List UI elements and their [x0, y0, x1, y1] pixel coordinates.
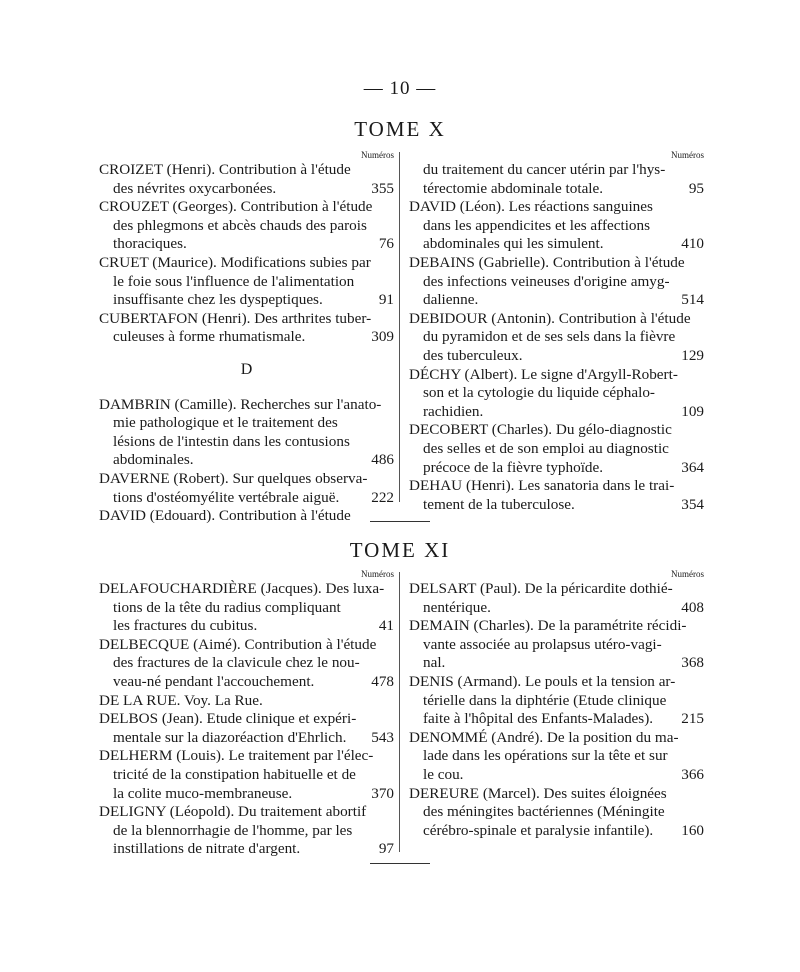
- index-entry: [99, 198, 394, 254]
- entry-number: 222: [371, 488, 394, 506]
- entry-text-line: DELSART (Paul). De la péricardite dothié-: [409, 580, 673, 597]
- entry-text-line: des infections veineuses d'origine amyg-: [423, 272, 670, 290]
- entry-text-line: DELHERM (Louis). Le traitement par l'élec-: [99, 747, 374, 765]
- entry-text-line: dans les appendicites et les affections: [423, 216, 651, 234]
- entry-text-line: dalienne.: [423, 291, 479, 309]
- entry-text-line: DE LA RUE. Voy. La Rue.: [99, 691, 263, 709]
- index-entry: [409, 617, 704, 673]
- entry-text-line: CROUZET (Georges). Contribution à l'étude: [99, 198, 373, 216]
- entry-text-line: DEREURE (Marcel). Des suites éloignées: [409, 784, 667, 802]
- entry-text-line: du traitement du cancer utérin par l'hys-: [423, 161, 666, 178]
- entry-number: 109: [681, 402, 704, 420]
- numeros-header: Numéros: [361, 150, 394, 160]
- letter-heading-d: D: [240, 360, 253, 378]
- entry-number: 543: [371, 728, 394, 746]
- entry-number: 76: [378, 235, 394, 253]
- index-entry: [409, 421, 704, 477]
- entry-number: 129: [681, 346, 704, 364]
- entry-text-line: rachidien.: [423, 402, 484, 420]
- entry-text-line: DAMBRIN (Camille). Recherches sur l'anato-: [99, 395, 382, 413]
- entry-number: 364: [681, 458, 704, 476]
- entry-text-line: CUBERTAFON (Henri). Des arthrites tuber-: [99, 309, 372, 327]
- entry-text-line: DENOMMÉ (André). De la position du ma-: [409, 728, 679, 746]
- entry-text-line: tement de la tuberculose.: [423, 495, 575, 513]
- entry-text-line: faite à l'hôpital des Enfants-Malades).: [423, 710, 654, 728]
- tome-x-right-column: [409, 150, 704, 514]
- index-entry: [99, 747, 394, 803]
- entry-text-line: veau-né pendant l'accouchement.: [113, 672, 315, 690]
- index-entry: [409, 477, 704, 514]
- entry-number: 368: [681, 654, 704, 672]
- entry-text-line: DEMAIN (Charles). De la paramétrite récidi-: [409, 617, 687, 635]
- entry-text-line: culeuses à forme rhumatismale.: [113, 328, 306, 346]
- column-divider: [399, 572, 400, 852]
- entry-text-line: abdominales qui les simulent.: [423, 235, 604, 253]
- entry-number: 478: [371, 672, 394, 690]
- entry-text-line: des névrites oxycarbonées.: [113, 179, 277, 197]
- entry-text-line: DELAFOUCHARDIÈRE (Jacques). Des luxa-: [99, 580, 385, 597]
- entry-text-line: DÉCHY (Albert). Le signe d'Argyll-Robert-: [409, 365, 678, 383]
- entry-number: 215: [681, 710, 704, 728]
- entry-text-line: DELBOS (Jean). Etude clinique et expéri-: [99, 710, 357, 728]
- index-entry: [409, 729, 704, 785]
- entry-number: 354: [681, 495, 704, 513]
- index-entry: [409, 198, 704, 254]
- entry-number: 410: [681, 235, 704, 253]
- entry-number: 41: [378, 617, 394, 635]
- tome-x-left-column: [99, 150, 394, 526]
- entry-number: 486: [371, 451, 394, 469]
- section-title-tome-xi: TOME XI: [349, 538, 451, 562]
- entry-text-line: son et la cytologie du liquide céphalo-: [423, 384, 655, 402]
- entry-text-line: des selles et de son emploi au diagnostic: [423, 439, 669, 457]
- index-entry: [409, 366, 704, 422]
- index-entry: [99, 580, 394, 636]
- column-divider: [399, 152, 400, 502]
- entry-text-line: CROIZET (Henri). Contribution à l'étude: [99, 161, 351, 178]
- entry-text-line: DAVERNE (Robert). Sur quelques observa-: [99, 469, 368, 487]
- entry-number: 160: [681, 821, 704, 839]
- entry-text-line: DAVID (Léon). Les réactions sanguines: [409, 198, 653, 216]
- index-entry: [99, 254, 394, 310]
- tome-xi-left-column: [99, 569, 394, 859]
- entry-text-line: des phlegmons et abcès chauds des parois: [113, 216, 367, 234]
- entry-text-line: nal.: [423, 654, 446, 672]
- entry-text-line: DEBIDOUR (Antonin). Contribution à l'étude: [409, 309, 691, 327]
- index-entry: [409, 254, 704, 310]
- entry-text-line: mie pathologique et le traitement des: [113, 414, 338, 432]
- entry-number: 408: [681, 598, 704, 616]
- entry-text-line: précoce de la fièvre typhoïde.: [423, 458, 604, 476]
- entry-number: 355: [371, 179, 394, 197]
- index-entry: [99, 507, 394, 526]
- entry-text-line: DELBECQUE (Aimé). Contribution à l'étude: [99, 635, 377, 653]
- index-entry: [99, 310, 394, 347]
- index-entry: [409, 673, 704, 729]
- section-title-tome-x: TOME X: [354, 117, 446, 141]
- index-entry: [99, 470, 394, 507]
- entry-text-line: térectomie abdominale totale.: [423, 179, 604, 197]
- entry-number: 91: [378, 291, 394, 309]
- entry-text-line: des méningites bactériennes (Méningite: [423, 803, 665, 821]
- entry-text-line: lésions de l'intestin dans les contusions: [113, 432, 350, 450]
- entry-text-line: le foie sous l'influence de l'alimentation: [113, 272, 355, 290]
- entry-text-line: tions de la tête du radius compliquant: [113, 598, 341, 616]
- index-entry: [99, 636, 394, 692]
- entry-text-line: tricité de la constipation habituelle et de: [113, 765, 356, 783]
- entry-text-line: DEHAU (Henri). Les sanatoria dans le trai-: [409, 477, 675, 495]
- index-entry: [409, 580, 704, 617]
- index-entry: [409, 785, 704, 841]
- entry-text-line: les fractures du cubitus.: [113, 617, 258, 635]
- index-entry: [99, 396, 394, 470]
- numeros-header: Numéros: [671, 150, 704, 160]
- entry-number: 95: [688, 179, 704, 197]
- entry-text-line: des fractures de la clavicule chez le nou-: [113, 654, 360, 672]
- entry-text-line: abdominales.: [113, 451, 194, 469]
- entry-number: 370: [371, 784, 394, 802]
- entry-text-line: DENIS (Armand). Le pouls et la tension ar-: [409, 672, 676, 690]
- index-entry: [99, 710, 394, 747]
- entry-text-line: DEBAINS (Gabrielle). Contribution à l'étude: [409, 253, 685, 271]
- entry-text-line: CRUET (Maurice). Modifications subies par: [99, 253, 371, 271]
- entry-text-line: DECOBERT (Charles). Du gélo-diagnostic: [409, 421, 672, 439]
- entry-number: 514: [681, 291, 704, 309]
- section-rule: [370, 521, 430, 522]
- entry-text-line: thoraciques.: [113, 235, 187, 253]
- entry-text-line: insuffisante chez les dyspeptiques.: [113, 291, 323, 309]
- entry-text-line: térielle dans la diphtérie (Etude clinique: [423, 691, 667, 709]
- entry-text-line: vante associée au prolapsus utéro-vagi-: [423, 635, 662, 653]
- entry-number: 366: [681, 765, 704, 783]
- entry-number: 97: [378, 840, 394, 858]
- entry-text-line: nentérique.: [423, 598, 491, 616]
- index-entry: [99, 692, 394, 711]
- entry-text-line: instillations de nitrate d'argent.: [113, 840, 301, 858]
- section-rule: [370, 863, 430, 864]
- entry-text-line: cérébro-spinale et paralysie infantile).: [423, 821, 654, 839]
- entry-text-line: DAVID (Edouard). Contribution à l'étude: [99, 507, 351, 525]
- page-number: — 10 —: [363, 78, 437, 99]
- numeros-header: Numéros: [361, 569, 394, 579]
- entry-text-line: mentale sur la diazoréaction d'Ehrlich.: [113, 728, 347, 746]
- index-entry: [409, 161, 704, 198]
- entry-text-line: tions d'ostéomyélite vertébrale aiguë.: [113, 488, 340, 506]
- entry-text-line: le cou.: [423, 765, 464, 783]
- tome-xi-right-column: [409, 569, 704, 840]
- index-entry: [409, 310, 704, 366]
- entry-text-line: lade dans les opérations sur la tête et sur: [423, 747, 668, 765]
- entry-text-line: DELIGNY (Léopold). Du traitement abortif: [99, 803, 367, 821]
- entry-text-line: de la blennorrhagie de l'homme, par les: [113, 821, 353, 839]
- numeros-header: Numéros: [671, 569, 704, 579]
- entry-text-line: des tuberculeux.: [423, 346, 523, 364]
- index-entry: [99, 161, 394, 198]
- index-entry: [99, 803, 394, 859]
- entry-text-line: la colite muco-membraneuse.: [113, 784, 293, 802]
- entry-text-line: du pyramidon et de ses sels dans la fièvre: [423, 328, 676, 346]
- entry-number: 309: [371, 328, 394, 346]
